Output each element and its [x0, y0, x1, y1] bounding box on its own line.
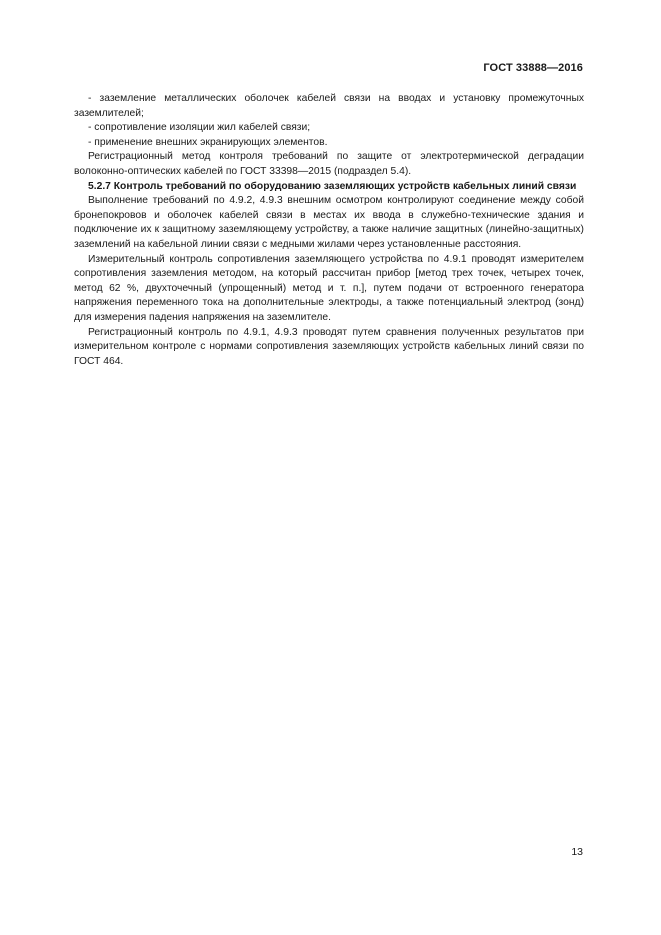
document-code: ГОСТ 33888—2016: [483, 62, 583, 74]
list-item-insulation: - сопротивление изоляции жил кабелей связи;: [88, 122, 311, 134]
paragraph-registration-control: Регистрационный контроль по 4.9.1, 4.9.3 проводят путем сравнения полученных результатов при измерительном контроле с нормами сопротивления заземляющих устройств кабельных линий связи по ГОСТ 464.: [74, 326, 584, 367]
list-item-shielding: - применение внешних экранирующих элементов.: [88, 136, 328, 148]
list-item-grounding: - заземление металлических оболочек кабелей связи на вводах и установку промежуточных заземлителей;: [74, 93, 584, 119]
paragraph-registration-method: Регистрационный метод контроля требований по защите от электротермической деградации волоконно-оптических кабелей по ГОСТ 33398—2015 (подраздел 5.4).: [74, 151, 584, 177]
page-number: 13: [571, 846, 583, 858]
paragraph-visual-inspection: Выполнение требований по 4.9.2, 4.9.3 внешним осмотром контролируют соединение между собой бронепокровов и оболочек кабелей связи в местах их ввода в служебно-технические здания и подключение их к защитному заземляющему устройству, а также наличие защитных (линейно-защитных) заземлений на кабельной линии связи с медными жилами через установленные расстояния.: [74, 195, 584, 250]
page-body: [74, 92, 584, 369]
section-heading-5-2-7: 5.2.7 Контроль требований по оборудованию заземляющих устройств кабельных линий связи: [88, 180, 577, 192]
paragraph-measurement-control: Измерительный контроль сопротивления заземляющего устройства по 4.9.1 проводят измерителем сопротивления заземления методом, на который рассчитан прибор [метод трех точек, четырех точек, метод 62 %, двухточечный (упрощенный) метод и т. п.], путем подачи от встроенного генератора напряжения переменного тока на дополнительные электроды, а также потенциальный электрод (зонд) для измерения падения напряжения на заземлителе.: [74, 253, 584, 323]
